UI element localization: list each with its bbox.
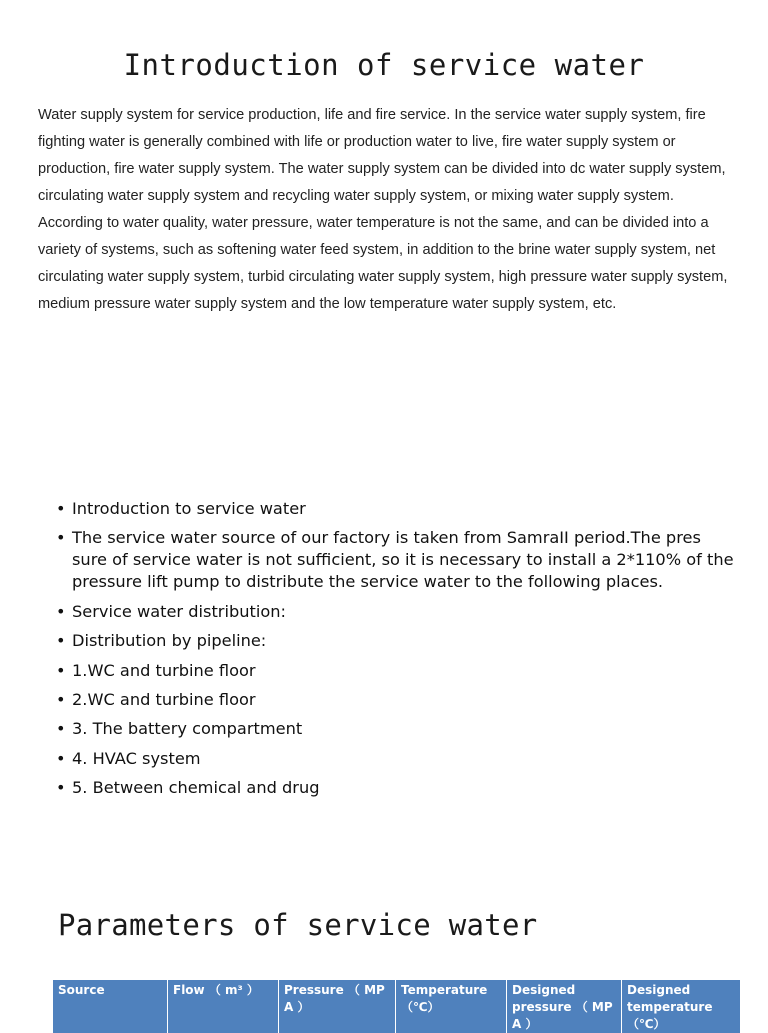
list-item-text: Service water distribution: [72,601,286,621]
bullet-icon: • [56,660,66,680]
bullet-list [56,498,736,807]
bullet-icon: • [56,528,66,548]
bullet-icon: • [56,499,66,518]
section-title-parameters: Parameters of service water [58,908,538,942]
list-item [56,748,736,770]
list-item [56,630,736,652]
bullet-icon: • [56,778,66,798]
column-header-temperature: Temperature （℃） [396,980,507,1033]
list-item [56,777,736,799]
list-item [56,689,736,711]
bullet-icon: • [56,689,66,709]
intro-paragraph: Water supply system for service production, life and fire service. In the service water supply system, fire fighting water is generally combined with life or production water to live, fire water supply system or production, fire water supply system. The water supply system can be divided into dc water supply system, circulating water supply system and recycling water supply system, or mixing water supply system. According to water quality, water pressure, water temperature is not the same, and can be divided into a variety of systems, such as softening water feed system, in addition to the brine water supply system, net circulating water supply system, turbid circulating water supply system, high pressure water supply system, medium pressure water supply system and the low temperature water supply system, etc. [38,107,728,312]
list-item [56,601,736,623]
column-header-designed-temperature: Designed temperature （℃） [622,980,741,1033]
bullet-icon: • [56,601,66,621]
list-item [56,527,736,593]
column-header-flow: Flow （ m³ ） [168,980,279,1033]
column-header-source: Source [53,980,168,1033]
list-item-text: Introduction to service water [72,499,306,518]
column-header-designed-pressure: Designed pressure （ MP A ） [507,980,622,1033]
list-item-text: 3. The battery compartment [72,719,303,739]
page-title: Introduction of service water [123,48,645,82]
list-item-text: 1.WC and turbine floor [72,660,256,680]
list-item-text: 2.WC and turbine floor [72,689,256,709]
list-item [56,660,736,682]
list-item [56,718,736,740]
bullet-icon: • [56,719,66,739]
list-item-text: 4. HVAC system [72,748,201,768]
column-header-pressure: Pressure （ MP A ） [279,980,396,1033]
list-item-text: 5. Between chemical and drug [72,778,320,798]
list-item-text: Distribution by pipeline: [72,631,267,651]
list-item [56,498,736,520]
bullet-icon: • [56,748,66,768]
list-item-text: The service water source of our factory is taken from SamraII period.The pres sure of service water is not sufficient, so it is necessary to install a 2*110% of the pressure lift pump to distribute the service water to the following places. [72,528,734,592]
bullet-icon: • [56,631,66,651]
parameters-table [53,980,740,1033]
table-header-row [53,980,740,1033]
